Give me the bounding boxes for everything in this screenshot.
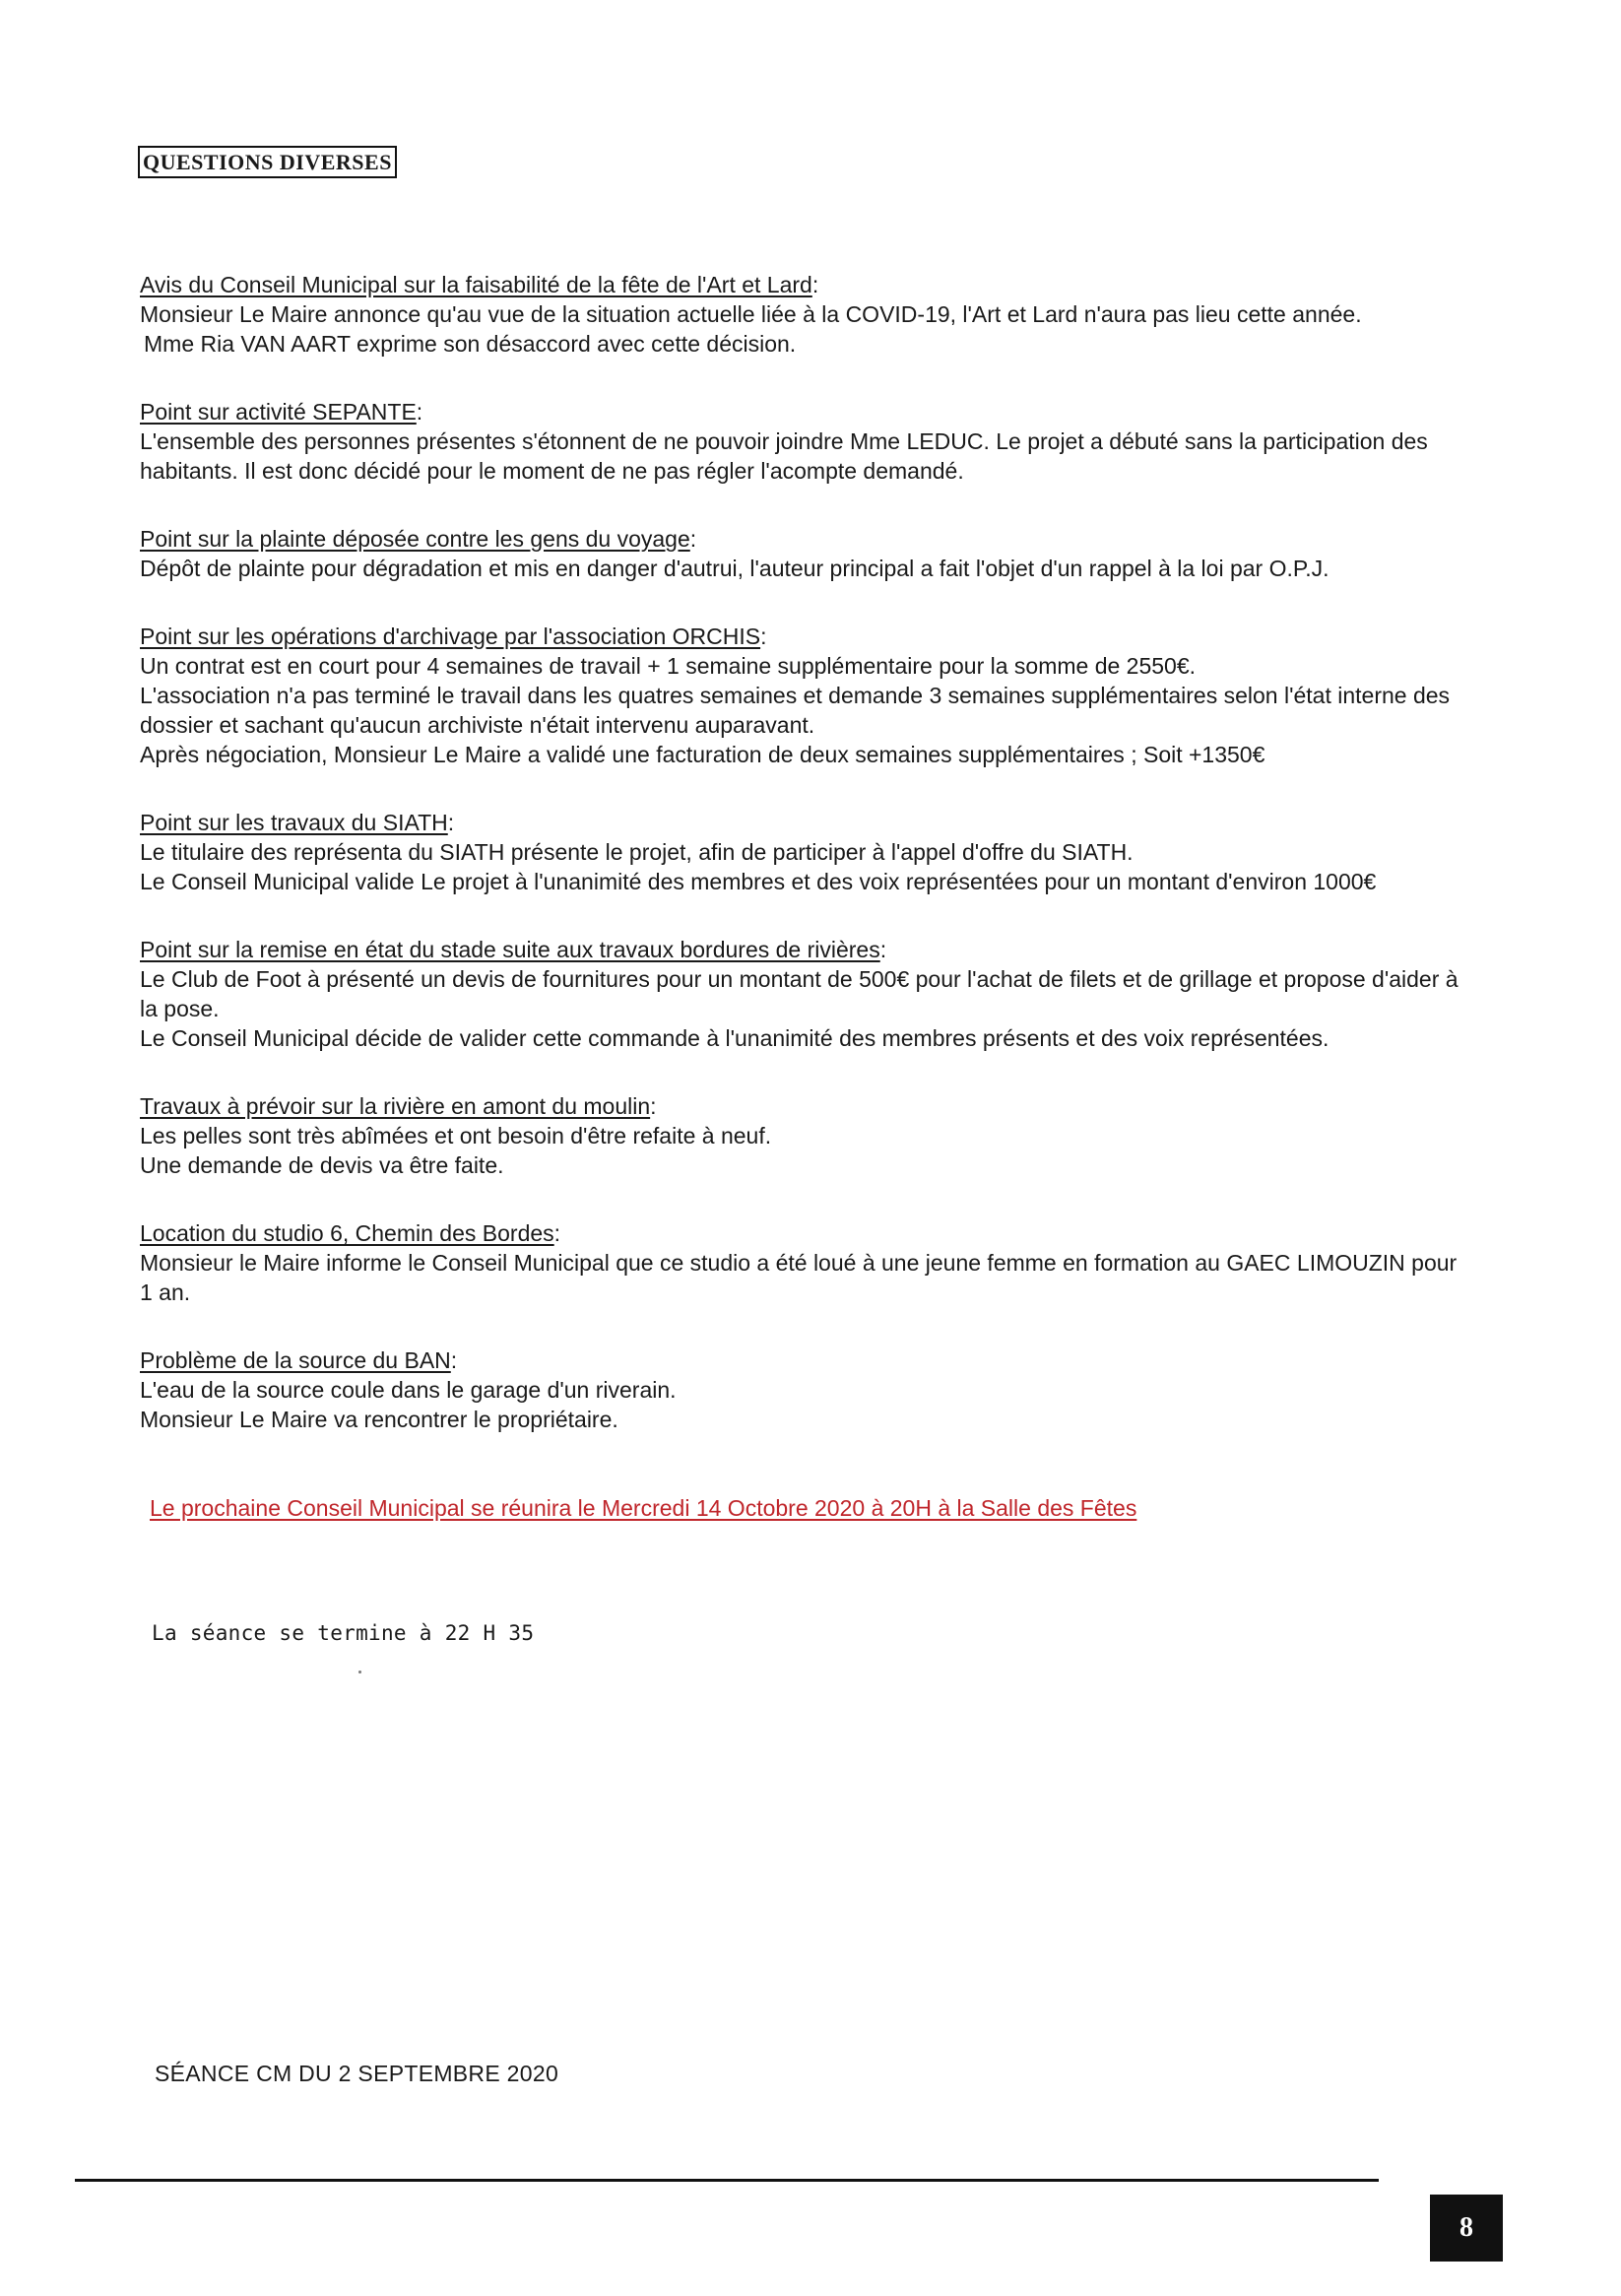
item-art-et-lard: Avis du Conseil Municipal sur la faisabilité de la fête de l'Art et Lard: Monsieur Le Maire annonce qu'au vue de la situation actuelle liée à la COVID-19, l'Art et Lard n'aura pas lieu cette année. Mme Ria VAN AART exprime son désaccord avec cette décision. [140,270,1469,359]
item-line: Le Conseil Municipal valide Le projet à l'unanimité des membres et des voix représentées pour un montant d'environ 1000€ [140,869,1377,894]
item-heading: Avis du Conseil Municipal sur la faisabilité de la fête de l'Art et Lard [140,272,812,297]
item-heading: Location du studio 6, Chemin des Bordes [140,1220,554,1246]
item-stade: Point sur la remise en état du stade suite aux travaux bordures de rivières: Le Club de Foot à présenté un devis de fournitures pour un montant de 500€ pour l'achat de filets et de grillage et propose d'aider à la pose. Le Conseil Municipal décide de valider cette commande à l'unanimité des membres présents et des voix représentées. [140,935,1469,1053]
item-heading: Point sur les travaux du SIATH [140,810,448,835]
item-line: Le Club de Foot à présenté un devis de fournitures pour un montant de 500€ pour l'achat de filets et de grillage et propose d'aider à [140,966,1459,992]
item-heading: Point sur activité SEPANTE [140,399,417,425]
item-line: L'association n'a pas terminé le travail dans les quatres semaines et demande 3 semaines supplémentaires selon l'état interne des [140,683,1451,708]
footer-session-label: SÉANCE CM DU 2 SEPTEMBRE 2020 [155,2061,559,2086]
item-line: 1 an. [140,1279,191,1305]
item-line: dossier et sachant qu'aucun archiviste n'était intervenu auparavant. [140,712,815,738]
item-sepante: Point sur activité SEPANTE: L'ensemble des personnes présentes s'étonnent de ne pouvoir joindre Mme LEDUC. Le projet a débuté sans la participation des habitants. Il est donc décidé pour le moment de ne pas régler l'acompte demandé. [140,397,1469,486]
item-heading: Travaux à prévoir sur la rivière en amont du moulin [140,1093,651,1119]
scan-speck [358,1671,361,1673]
closing-time: La séance se termine à 22 H 35 [152,1621,535,1645]
item-line: Le Conseil Municipal décide de valider cette commande à l'unanimité des membres présents et des voix représentées. [140,1025,1329,1051]
item-plainte: Point sur la plainte déposée contre les gens du voyage: Dépôt de plainte pour dégradation et mis en danger d'autrui, l'auteur principal a fait l'objet d'un rappel à la loi par O.P.J. [140,524,1469,583]
item-line: Une demande de devis va être faite. [140,1152,504,1178]
item-line: Dépôt de plainte pour dégradation et mis en danger d'autrui, l'auteur principal a fait l'objet d'un rappel à la loi par O.P.J. [140,556,1329,581]
item-line: la pose. [140,996,220,1021]
item-line: Monsieur Le Maire annonce qu'au vue de la situation actuelle liée à la COVID-19, l'Art et Lard n'aura pas lieu cette année. [140,301,1362,327]
item-line: Après négociation, Monsieur Le Maire a validé une facturation de deux semaines supplémentaires ; Soit +1350€ [140,742,1265,767]
footer-divider [75,2179,1379,2182]
next-meeting-notice: Le prochaine Conseil Municipal se réunira le Mercredi 14 Octobre 2020 à 20H à la Salle des Fêtes [150,1495,1137,1521]
section-title: QUESTIONS DIVERSES [138,146,397,178]
item-studio: Location du studio 6, Chemin des Bordes: Monsieur le Maire informe le Conseil Municipal que ce studio a été loué à une jeune femme en formation au GAEC LIMOUZIN pour 1 an. [140,1218,1469,1307]
item-line: L'ensemble des personnes présentes s'étonnent de ne pouvoir joindre Mme LEDUC. Le projet a débuté sans la participation des [140,428,1428,454]
item-line: habitants. Il est donc décidé pour le moment de ne pas régler l'acompte demandé. [140,458,964,484]
item-line: Les pelles sont très abîmées et ont besoin d'être refaite à neuf. [140,1123,772,1148]
item-heading: Point sur la plainte déposée contre les gens du voyage [140,526,690,552]
item-line: Monsieur Le Maire va rencontrer le propriétaire. [140,1407,618,1432]
item-heading: Point sur les opérations d'archivage par l'association ORCHIS [140,623,761,649]
item-heading: Problème de la source du BAN [140,1347,451,1373]
items-list [140,270,1469,1473]
item-source-ban: Problème de la source du BAN: L'eau de la source coule dans le garage d'un riverain. Monsieur Le Maire va rencontrer le propriétaire. [140,1345,1469,1434]
item-line: Le titulaire des représenta du SIATH présente le projet, afin de participer à l'appel d'offre du SIATH. [140,839,1134,865]
item-heading: Point sur la remise en état du stade suite aux travaux bordures de rivières [140,937,880,962]
item-archivage: Point sur les opérations d'archivage par l'association ORCHIS: Un contrat est en court pour 4 semaines de travail + 1 semaine supplémentaire pour la somme de 2550€. L'association n'a pas terminé le travail dans les quatres semaines et demande 3 semaines supplémentaires selon l'état interne des dossier et sachant qu'aucun archiviste n'était intervenu auparavant. Après négociation, Monsieur Le Maire a validé une facturation de deux semaines supplémentaires ; Soit +1350€ [140,622,1469,769]
item-moulin: Travaux à prévoir sur la rivière en amont du moulin: Les pelles sont très abîmées et ont besoin d'être refaite à neuf. Une demande de devis va être faite. [140,1091,1469,1180]
item-line: Monsieur le Maire informe le Conseil Municipal que ce studio a été loué à une jeune femme en formation au GAEC LIMOUZIN pour [140,1250,1458,1276]
item-line: Mme Ria VAN AART exprime son désaccord avec cette décision. [144,331,797,357]
page-number-badge: 8 [1430,2195,1503,2262]
item-line: L'eau de la source coule dans le garage d'un riverain. [140,1377,677,1403]
item-siath: Point sur les travaux du SIATH: Le titulaire des représenta du SIATH présente le projet, afin de participer à l'appel d'offre du SIATH. Le Conseil Municipal valide Le projet à l'unanimité des membres et des voix représentées pour un montant d'environ 1000€ [140,808,1469,896]
item-line: Un contrat est en court pour 4 semaines de travail + 1 semaine supplémentaire pour la somme de 2550€. [140,653,1197,679]
